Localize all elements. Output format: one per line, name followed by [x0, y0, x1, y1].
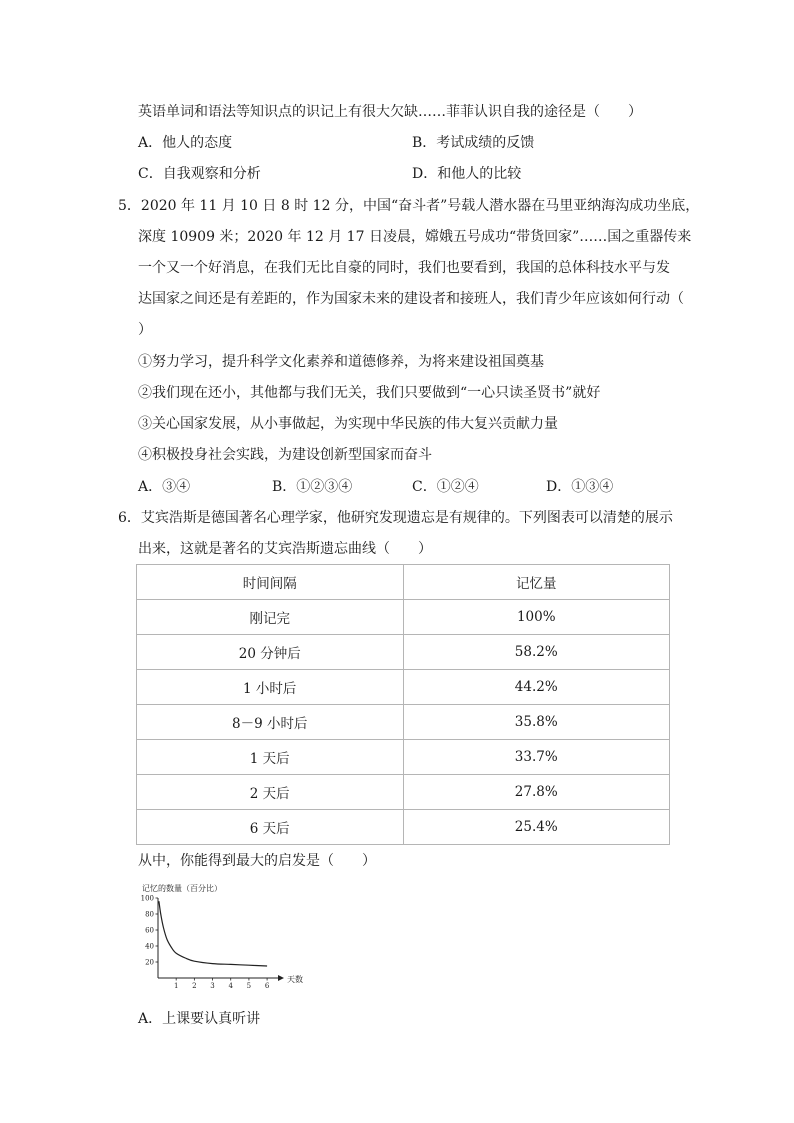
- q4-option-d[interactable]: D．和他人的比较: [412, 166, 522, 182]
- q4-option-b[interactable]: B．考试成绩的反馈: [412, 135, 535, 151]
- table-cell-memory: 100%: [403, 600, 670, 635]
- q5-option-c[interactable]: C．①②④: [412, 479, 479, 495]
- chart-y-tick-label: 20: [145, 958, 154, 967]
- memory-table: [136, 564, 670, 845]
- chart-x-tick-label: 4: [228, 982, 233, 990]
- chart-series-line: [159, 901, 267, 966]
- table-cell-memory: 33.7%: [403, 740, 670, 775]
- q4-option-c[interactable]: C．自我观察和分析: [138, 166, 261, 182]
- table-cell-interval: 20 分钟后: [137, 635, 404, 670]
- table-cell-interval: 8－9 小时后: [137, 705, 404, 740]
- q6-prompt: 从中，你能得到最大的启发是（ ）: [138, 853, 376, 869]
- chart-x-tick-label: 3: [210, 982, 215, 990]
- q5-statement-3: ③关心国家发展，从小事做起，为实现中华民族的伟大复兴贡献力量: [138, 416, 558, 432]
- q5-stem-line-5: ）: [138, 322, 152, 338]
- chart-y-tick-label: 80: [145, 910, 154, 919]
- table-cell-interval: 2 天后: [137, 775, 404, 810]
- q5-stem-line-1: 5．2020 年 11 月 10 日 8 时 12 分，中国“奋斗者”号载人潜水器在马里亚纳海沟成功坐底，: [118, 198, 700, 214]
- table-cell-interval: 1 天后: [137, 740, 404, 775]
- q4-option-a[interactable]: A．他人的态度: [138, 135, 233, 151]
- table-row: [137, 810, 670, 845]
- q5-option-b[interactable]: B．①②③④: [272, 479, 353, 495]
- q5-stem-line-3: 一个又一个好消息，在我们无比自豪的同时，我们也要看到，我国的总体科技水平与发: [138, 260, 670, 276]
- table-header-row: [137, 565, 670, 600]
- table-row: [137, 740, 670, 775]
- table-row: [137, 635, 670, 670]
- table-header-memory: 记忆量: [403, 565, 670, 600]
- table-row: [137, 670, 670, 705]
- forgetting-curve-chart: [138, 880, 308, 995]
- table-row: [137, 775, 670, 810]
- table-cell-memory: 25.4%: [403, 810, 670, 845]
- table-cell-memory: 35.8%: [403, 705, 670, 740]
- q5-option-d[interactable]: D．①③④: [546, 479, 614, 495]
- q5-stem-line-2: 深度 10909 米；2020 年 12 月 17 日凌晨，嫦娥五号成功“带货回家”……国之重器传来: [138, 229, 692, 245]
- table-cell-interval: 6 天后: [137, 810, 404, 845]
- table-cell-memory: 27.8%: [403, 775, 670, 810]
- q4-stem-tail: 英语单词和语法等知识点的识记上有很大欠缺……菲菲认识自我的途径是（ ）: [138, 104, 642, 120]
- q5-stem-line-4: 达国家之间还是有差距的，作为国家未来的建设者和接班人，我们青少年应该如何行动（: [138, 291, 684, 307]
- table-row: [137, 600, 670, 635]
- chart-x-tick-label: 5: [246, 982, 252, 990]
- chart-y-tick-label: 60: [145, 926, 154, 935]
- chart-ylabel: 记忆的数量（百分比）: [142, 884, 222, 893]
- chart-x-tick-label: 6: [264, 982, 270, 990]
- q5-statement-1: ①努力学习，提升科学文化素养和道德修养，为将来建设祖国奠基: [138, 354, 544, 370]
- chart-y-tick-label: 100: [140, 894, 154, 903]
- chart-xlabel: 天数: [287, 975, 303, 984]
- chart-y-tick-label: 40: [145, 942, 154, 951]
- chart-x-tick-label: 2: [192, 982, 197, 990]
- q5-statement-4: ④积极投身社会实践，为建设创新型国家而奋斗: [138, 447, 432, 463]
- q5-statement-2: ②我们现在还小，其他都与我们无关，我们只要做到“一心只读圣贤书”就好: [138, 385, 601, 401]
- q6-stem-line-1: 6．艾宾浩斯是德国著名心理学家，他研究发现遗忘是有规律的。下列图表可以清楚的展示: [118, 510, 673, 526]
- chart-x-arrow: [278, 975, 284, 981]
- table-cell-memory: 44.2%: [403, 670, 670, 705]
- q6-stem-line-2: 出来，这就是著名的艾宾浩斯遗忘曲线（ ）: [138, 541, 432, 557]
- q6-option-a[interactable]: A．上课要认真听讲: [138, 1011, 261, 1027]
- table-cell-interval: 刚记完: [137, 600, 404, 635]
- table-header-interval: 时间间隔: [137, 565, 404, 600]
- table-row: [137, 705, 670, 740]
- q5-option-a[interactable]: A．③④: [138, 479, 191, 495]
- table-cell-memory: 58.2%: [403, 635, 670, 670]
- chart-x-tick-label: 1: [173, 982, 179, 990]
- table-cell-interval: 1 小时后: [137, 670, 404, 705]
